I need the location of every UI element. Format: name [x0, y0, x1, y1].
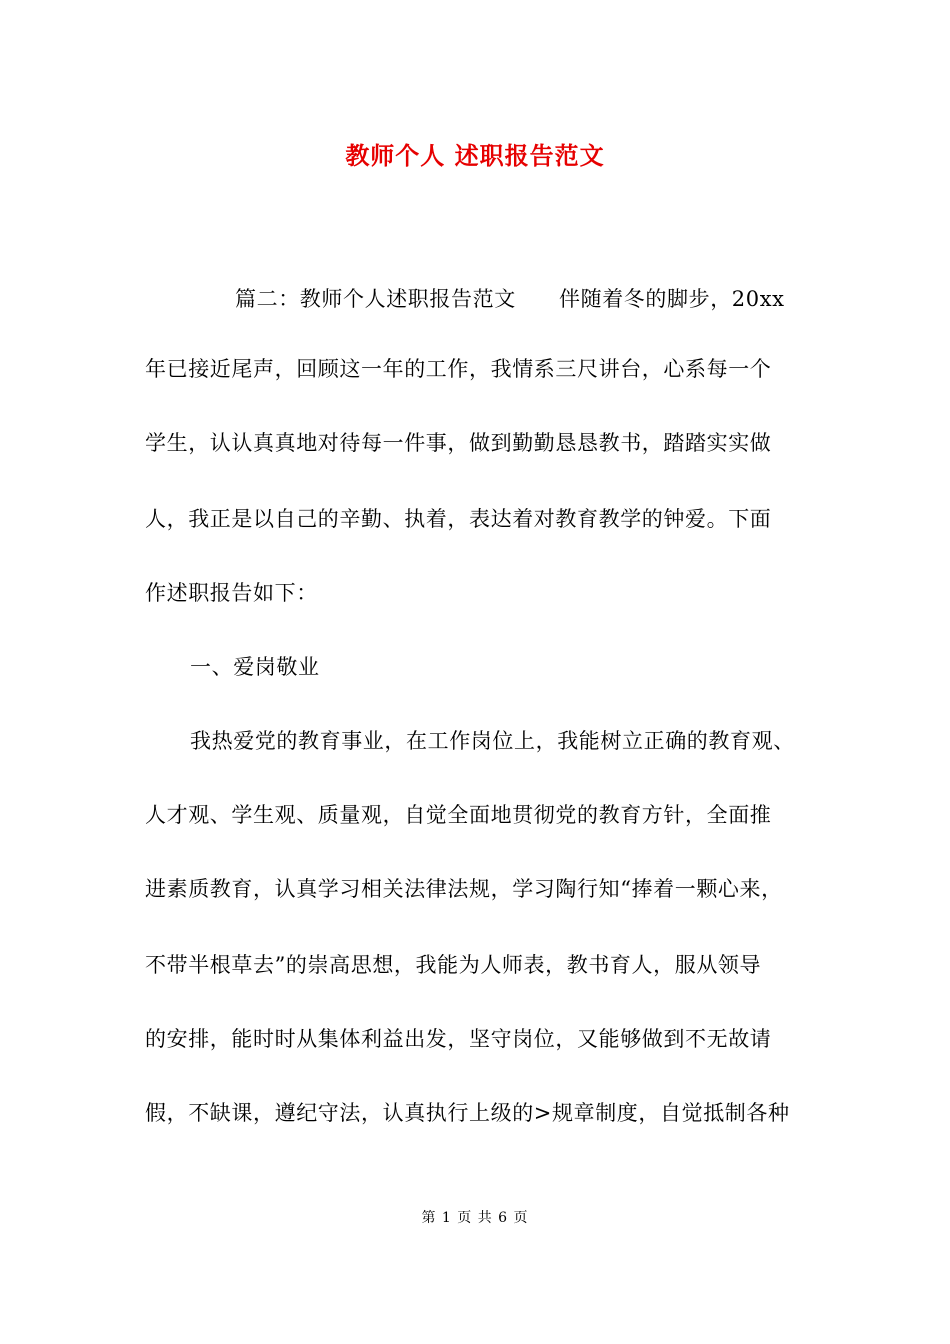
- page-number-footer: 第 1 页 共 6 页: [421, 1210, 529, 1226]
- paragraph-line-10: 不带半根草去”的崇高思想，我能为人师表，教书育人，服从领导: [145, 953, 762, 977]
- paragraph-line-3: 学生，认认真真地对待每一件事，做到勤勤恳恳教书，踏踏实实做: [145, 431, 772, 455]
- paragraph-line-4: 人，我正是以自己的辛勤、执着，表达着对教育教学的钟爱。下面: [145, 507, 772, 531]
- paragraph-line-8: 人才观、学生观、质量观，自觉全面地贯彻党的教育方针，全面推: [145, 803, 772, 827]
- paragraph-line-2: 年已接近尾声，回顾这一年的工作，我情系三尺讲台，心系每一个: [145, 357, 772, 381]
- document-title: 教师个人 述职报告范文: [345, 141, 605, 170]
- paragraph-line-9: 进素质教育，认真学习相关法律法规，学习陶行知“捧着一颗心来，: [145, 877, 783, 901]
- paragraph-line-11: 的安排，能时时从集体利益出发，坚守岗位，又能够做到不无故请: [145, 1027, 772, 1051]
- paragraph-line-5: 作述职报告如下：: [145, 581, 318, 605]
- section-heading: 一、爱岗敬业: [190, 655, 320, 679]
- paragraph-line-1: 篇二：教师个人述职报告范文 伴随着冬的脚步，20xx: [235, 287, 785, 311]
- paragraph-line-7: 我热爱党的教育事业，在工作岗位上，我能树立正确的教育观、: [190, 729, 795, 753]
- paragraph-line-12: 假，不缺课，遵纪守法，认真执行上级的>规章制度，自觉抵制各种: [145, 1101, 790, 1125]
